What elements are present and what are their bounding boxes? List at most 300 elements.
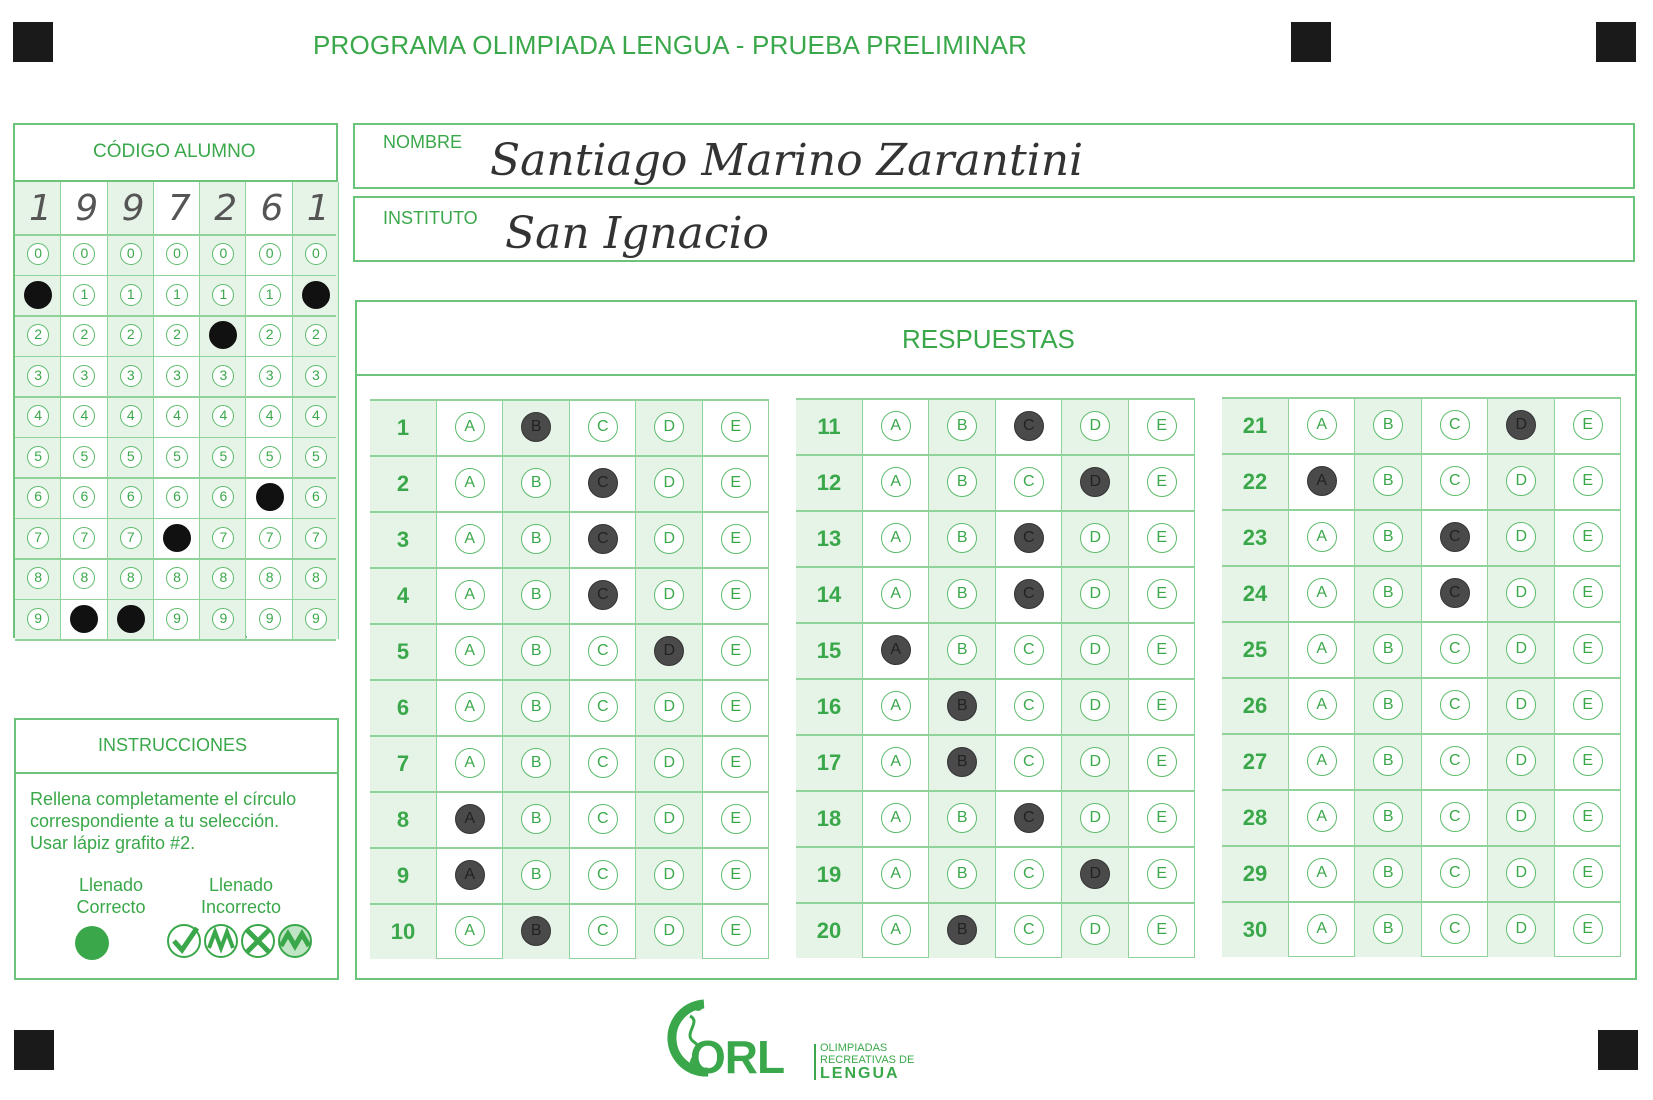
answer-bubble-d[interactable]: D [654, 804, 684, 834]
answer-bubble-c[interactable]: C [1014, 635, 1044, 665]
answer-bubble-c[interactable]: C [1440, 466, 1470, 496]
answer-bubble-b[interactable]: B [521, 636, 551, 666]
codigo-bubble[interactable]: 1 [24, 281, 52, 309]
codigo-bubble[interactable]: 7 [212, 527, 234, 549]
answer-bubble-e[interactable]: E [1147, 411, 1177, 441]
answer-bubble-d[interactable]: D [1080, 803, 1110, 833]
answer-bubble-a[interactable]: A [881, 915, 911, 945]
logo-text-line-3: LENGUA [820, 1065, 900, 1082]
question-number: 23 [1242, 525, 1268, 550]
answer-row-line [1222, 677, 1621, 679]
question-number: 4 [396, 583, 410, 608]
answer-row-line [796, 622, 1195, 624]
codigo-bubble[interactable]: 1 [120, 284, 142, 306]
answer-bubble-a[interactable]: A [1307, 802, 1337, 832]
answer-row-line [370, 679, 769, 681]
answer-row-line [1222, 397, 1621, 399]
answer-bubble-b[interactable]: B [521, 916, 551, 946]
codigo-bubble[interactable]: 1 [259, 284, 281, 306]
answer-bubble-e[interactable]: E [1573, 466, 1603, 496]
codigo-bubble[interactable]: 4 [120, 405, 142, 427]
codigo-row-line [15, 558, 336, 560]
answer-bubble-b[interactable]: B [1373, 466, 1403, 496]
orl-logo-letters: ORL [690, 1031, 785, 1083]
answer-bubble-e[interactable]: E [721, 748, 751, 778]
question-number: 5 [396, 639, 410, 664]
answer-bubble-e[interactable]: E [1147, 747, 1177, 777]
answer-bubble-c[interactable]: C [1014, 523, 1044, 553]
answer-bubble-b[interactable]: B [521, 692, 551, 722]
answer-row-line [370, 735, 769, 737]
answer-bubble-e[interactable]: E [1147, 915, 1177, 945]
answer-bubble-a[interactable]: A [881, 747, 911, 777]
codigo-bubble[interactable]: 6 [166, 486, 188, 508]
answer-bubble-d[interactable]: D [1080, 859, 1110, 889]
answer-row-line [1222, 453, 1621, 455]
llenado-incorrecto-caption: Llenado Incorrecto [200, 875, 282, 917]
codigo-bubble[interactable]: 6 [212, 486, 234, 508]
answer-bubble-d[interactable]: D [1506, 746, 1536, 776]
answer-bubble-d[interactable]: D [654, 636, 684, 666]
answer-row-line [370, 623, 769, 625]
answer-bubble-a[interactable]: A [1307, 578, 1337, 608]
codigo-row-line [15, 477, 336, 479]
codigo-bubble[interactable]: 3 [305, 365, 327, 387]
answer-bubble-a[interactable]: A [1307, 914, 1337, 944]
codigo-bubble[interactable]: 8 [305, 567, 327, 589]
codigo-bubble[interactable]: 0 [305, 243, 327, 265]
codigo-bubble[interactable]: 6 [27, 486, 49, 508]
instituto-value: San Ignacio [505, 208, 770, 259]
answer-bubble-b[interactable]: B [947, 915, 977, 945]
answer-bubble-d[interactable]: D [1506, 858, 1536, 888]
answer-bubble-a[interactable]: A [455, 692, 485, 722]
codigo-bubble[interactable]: 5 [166, 446, 188, 468]
answer-row-line [370, 847, 769, 849]
codigo-bubble[interactable]: 0 [27, 243, 49, 265]
answer-bubble-d[interactable]: D [1506, 466, 1536, 496]
answer-bubble-e[interactable]: E [1147, 803, 1177, 833]
answer-bubble-e[interactable]: E [721, 580, 751, 610]
codigo-bubble[interactable]: 7 [120, 527, 142, 549]
answer-bubble-c[interactable]: C [1440, 522, 1470, 552]
answer-bubble-a[interactable]: A [1307, 410, 1337, 440]
codigo-bubble[interactable]: 8 [120, 567, 142, 589]
answer-bubble-c[interactable]: C [1440, 746, 1470, 776]
answer-bubble-b[interactable]: B [521, 748, 551, 778]
codigo-bubble[interactable]: 3 [259, 365, 281, 387]
answer-bubble-c[interactable]: C [1440, 634, 1470, 664]
answer-bubble-e[interactable]: E [721, 468, 751, 498]
answer-bubble-d[interactable]: D [1506, 690, 1536, 720]
codigo-bubble[interactable]: 2 [166, 324, 188, 346]
answer-bubble-e[interactable]: E [1573, 914, 1603, 944]
codigo-bubble[interactable]: 0 [73, 243, 95, 265]
codigo-bubble[interactable]: 8 [212, 567, 234, 589]
codigo-digit: 1 [29, 188, 52, 229]
answer-bubble-d[interactable]: D [654, 748, 684, 778]
answer-bubble-e[interactable]: E [721, 860, 751, 890]
codigo-bubble[interactable]: 0 [120, 243, 142, 265]
instrucciones-line: correspondiente a tu selección. [30, 811, 280, 831]
answer-bubble-a[interactable]: A [1307, 690, 1337, 720]
answer-bubble-c[interactable]: C [1440, 578, 1470, 608]
question-number: 19 [816, 862, 842, 887]
answer-bubble-d[interactable]: D [654, 580, 684, 610]
answer-bubble-d[interactable]: D [654, 524, 684, 554]
answer-bubble-e[interactable]: E [1573, 746, 1603, 776]
codigo-bubble[interactable]: 2 [259, 324, 281, 346]
answer-bubble-a[interactable]: A [1307, 634, 1337, 664]
codigo-bubble[interactable]: 5 [120, 446, 142, 468]
answer-bubble-d[interactable]: D [1080, 579, 1110, 609]
codigo-bubble[interactable]: 7 [259, 527, 281, 549]
answer-bubble-c[interactable]: C [588, 524, 618, 554]
answer-bubble-e[interactable]: E [1573, 522, 1603, 552]
answer-bubble-a[interactable]: A [1307, 466, 1337, 496]
answer-row-line [796, 678, 1195, 680]
answer-bubble-a[interactable]: A [881, 579, 911, 609]
codigo-bubble[interactable]: 5 [212, 446, 234, 468]
answer-row-line [796, 902, 1195, 904]
codigo-bubble[interactable]: 4 [305, 405, 327, 427]
answer-bubble-a[interactable]: A [881, 691, 911, 721]
answer-bubble-b[interactable]: B [1373, 914, 1403, 944]
orl-logo-text [820, 1042, 914, 1082]
answer-bubble-c[interactable]: C [1440, 858, 1470, 888]
answer-bubble-c[interactable]: C [1014, 747, 1044, 777]
answer-bubble-d[interactable]: D [1080, 411, 1110, 441]
codigo-bubble[interactable]: 4 [259, 405, 281, 427]
answer-row-line [1222, 509, 1621, 511]
answer-bubble-c[interactable]: C [588, 804, 618, 834]
answer-bubble-e[interactable]: E [1147, 691, 1177, 721]
answer-bubble-b[interactable]: B [1373, 578, 1403, 608]
answer-bubble-d[interactable]: D [654, 468, 684, 498]
codigo-bubble[interactable]: 8 [166, 567, 188, 589]
question-number: 18 [816, 806, 842, 831]
codigo-row-line [15, 315, 336, 317]
answer-row-line [1222, 901, 1621, 903]
answer-bubble-d[interactable]: D [654, 916, 684, 946]
llenado-incorrecto-examples-icon [165, 922, 325, 962]
codigo-bubble[interactable]: 5 [27, 446, 49, 468]
answer-bubble-b[interactable]: B [521, 412, 551, 442]
answer-row-line [796, 510, 1195, 512]
instituto-label: INSTITUTO [383, 208, 478, 228]
answer-bubble-b[interactable]: B [947, 747, 977, 777]
answer-bubble-a[interactable]: A [455, 524, 485, 554]
page-title: PROGRAMA OLIMPIADA LENGUA - PRUEBA PRELIMINAR [313, 30, 1028, 60]
answer-bubble-c[interactable]: C [1014, 803, 1044, 833]
answer-row-line [796, 846, 1195, 848]
codigo-bubble[interactable]: 7 [163, 524, 191, 552]
codigo-bubble[interactable]: 9 [166, 608, 188, 630]
answer-bubble-a[interactable]: A [455, 636, 485, 666]
answer-bubble-c[interactable]: C [1014, 579, 1044, 609]
answer-row-line [796, 454, 1195, 456]
codigo-bubble[interactable]: 0 [259, 243, 281, 265]
answer-bubble-a[interactable]: A [455, 468, 485, 498]
instituto-field[interactable] [353, 196, 1635, 262]
answer-bubble-a[interactable]: A [881, 635, 911, 665]
codigo-bubble[interactable]: 6 [120, 486, 142, 508]
question-number: 14 [816, 582, 842, 607]
codigo-row-line [15, 518, 336, 520]
answer-row-line [1222, 565, 1621, 567]
answer-bubble-e[interactable]: E [721, 524, 751, 554]
question-number: 17 [816, 750, 842, 775]
answer-bubble-d[interactable]: D [1506, 914, 1536, 944]
answer-row-line [796, 790, 1195, 792]
question-number: 12 [816, 470, 842, 495]
answer-bubble-d[interactable]: D [654, 412, 684, 442]
answer-bubble-d[interactable]: D [1506, 410, 1536, 440]
codigo-bubble[interactable]: 8 [73, 567, 95, 589]
registration-marker-bottom-left [14, 1030, 54, 1070]
codigo-bubble[interactable]: 9 [70, 605, 98, 633]
question-number: 7 [396, 751, 410, 776]
codigo-bubble[interactable]: 4 [212, 405, 234, 427]
registration-marker-top-left [13, 22, 53, 62]
logo-text-line-2: RECREATIVAS DE [820, 1054, 915, 1066]
codigo-bubble[interactable]: 3 [73, 365, 95, 387]
answer-bubble-a[interactable]: A [1307, 522, 1337, 552]
answer-bubble-a[interactable]: A [881, 411, 911, 441]
answer-bubble-c[interactable]: C [588, 916, 618, 946]
answer-bubble-c[interactable]: C [1440, 802, 1470, 832]
answer-bubble-b[interactable]: B [947, 803, 977, 833]
answer-bubble-a[interactable]: A [1307, 746, 1337, 776]
instrucciones-line: Rellena completamente el círculo [30, 789, 297, 809]
codigo-bubble[interactable]: 3 [166, 365, 188, 387]
codigo-bubble[interactable]: 9 [117, 605, 145, 633]
codigo-bubble[interactable]: 6 [256, 483, 284, 511]
answer-bubble-b[interactable]: B [521, 580, 551, 610]
codigo-alumno-label: CÓDIGO ALUMNO [93, 141, 256, 162]
answer-bubble-d[interactable]: D [1080, 691, 1110, 721]
answer-bubble-e[interactable]: E [721, 804, 751, 834]
codigo-bubble[interactable]: 7 [305, 527, 327, 549]
answer-bubble-e[interactable]: E [1147, 859, 1177, 889]
answer-bubble-e[interactable]: E [721, 636, 751, 666]
answer-bubble-c[interactable]: C [588, 748, 618, 778]
answer-bubble-a[interactable]: A [881, 859, 911, 889]
answer-bubble-c[interactable]: C [1014, 915, 1044, 945]
answer-row-line [370, 455, 769, 457]
answer-bubble-c[interactable]: C [588, 860, 618, 890]
codigo-bubble[interactable]: 9 [27, 608, 49, 630]
codigo-bubble[interactable]: 7 [73, 527, 95, 549]
answer-bubble-d[interactable]: D [1080, 915, 1110, 945]
answer-bubble-b[interactable]: B [947, 691, 977, 721]
codigo-bubble[interactable]: 9 [305, 608, 327, 630]
codigo-digit: 9 [75, 188, 99, 229]
answer-bubble-b[interactable]: B [1373, 634, 1403, 664]
codigo-bubble[interactable]: 9 [212, 608, 234, 630]
answer-bubble-e[interactable]: E [1573, 858, 1603, 888]
codigo-bubble[interactable]: 5 [305, 446, 327, 468]
codigo-bubble[interactable]: 1 [302, 281, 330, 309]
question-number: 6 [396, 695, 410, 720]
nombre-value: Santiago Marino Zarantini [490, 135, 1084, 186]
answer-bubble-c[interactable]: C [1440, 410, 1470, 440]
answer-bubble-b[interactable]: B [1373, 746, 1403, 776]
answer-bubble-a[interactable]: A [455, 916, 485, 946]
answer-bubble-e[interactable]: E [721, 916, 751, 946]
codigo-bubble[interactable]: 3 [120, 365, 142, 387]
codigo-bubble[interactable]: 8 [27, 567, 49, 589]
instrucciones-label: INSTRUCCIONES [98, 735, 248, 755]
answer-bubble-c[interactable]: C [1014, 691, 1044, 721]
codigo-bubble[interactable]: 1 [166, 284, 188, 306]
codigo-bubble[interactable]: 4 [73, 405, 95, 427]
codigo-bubble[interactable]: 5 [73, 446, 95, 468]
answer-bubble-b[interactable]: B [947, 635, 977, 665]
codigo-bubble[interactable]: 2 [27, 324, 49, 346]
answer-bubble-d[interactable]: D [1506, 522, 1536, 552]
codigo-bubble[interactable]: 6 [305, 486, 327, 508]
answer-bubble-e[interactable]: E [721, 412, 751, 442]
answer-bubble-c[interactable]: C [1440, 690, 1470, 720]
codigo-row-line [15, 599, 336, 601]
answer-bubble-a[interactable]: A [881, 467, 911, 497]
question-number: 8 [396, 807, 410, 832]
answer-bubble-d[interactable]: D [1506, 802, 1536, 832]
codigo-bubble[interactable]: 9 [259, 608, 281, 630]
answer-bubble-c[interactable]: C [588, 468, 618, 498]
answer-bubble-e[interactable]: E [1147, 523, 1177, 553]
question-number: 20 [816, 918, 842, 943]
answer-bubble-d[interactable]: D [1080, 747, 1110, 777]
answer-bubble-d[interactable]: D [1506, 634, 1536, 664]
codigo-bubble[interactable]: 6 [73, 486, 95, 508]
question-number: 22 [1242, 469, 1268, 494]
answer-bubble-d[interactable]: D [654, 692, 684, 722]
answer-bubble-c[interactable]: C [588, 412, 618, 442]
answer-bubble-a[interactable]: A [455, 580, 485, 610]
registration-marker-bottom-right [1598, 1030, 1638, 1070]
codigo-bubble[interactable]: 8 [259, 567, 281, 589]
answer-row-line [796, 734, 1195, 736]
codigo-bubble[interactable]: 2 [209, 321, 237, 349]
answer-row-line [1222, 621, 1621, 623]
codigo-bubble[interactable]: 0 [166, 243, 188, 265]
question-number: 27 [1242, 749, 1268, 774]
codigo-row-line [15, 356, 336, 358]
codigo-digit: 6 [260, 188, 284, 229]
answer-bubble-b[interactable]: B [1373, 522, 1403, 552]
answer-bubble-a[interactable]: A [455, 860, 485, 890]
codigo-bubble[interactable]: 0 [212, 243, 234, 265]
answer-bubble-e[interactable]: E [1147, 635, 1177, 665]
answer-bubble-e[interactable]: E [1573, 578, 1603, 608]
answer-bubble-b[interactable]: B [947, 523, 977, 553]
codigo-bubble[interactable]: 1 [212, 284, 234, 306]
codigo-bubble[interactable]: 2 [120, 324, 142, 346]
instrucciones-line: Usar lápiz grafito #2. [30, 833, 196, 853]
answer-bubble-b[interactable]: B [521, 860, 551, 890]
answer-bubble-b[interactable]: B [1373, 858, 1403, 888]
answer-bubble-d[interactable]: D [1506, 578, 1536, 608]
answer-bubble-b[interactable]: B [947, 411, 977, 441]
answer-bubble-a[interactable]: A [455, 748, 485, 778]
question-number: 28 [1242, 805, 1268, 830]
codigo-bubble[interactable]: 7 [27, 527, 49, 549]
answer-bubble-d[interactable]: D [1080, 523, 1110, 553]
answer-row-line [796, 566, 1195, 568]
codigo-bubble[interactable]: 4 [27, 405, 49, 427]
instrucciones-text [30, 788, 350, 854]
answer-bubble-b[interactable]: B [521, 468, 551, 498]
answer-bubble-b[interactable]: B [1373, 410, 1403, 440]
answer-bubble-a[interactable]: A [455, 804, 485, 834]
answer-bubble-e[interactable]: E [1147, 467, 1177, 497]
codigo-digit: 2 [214, 188, 238, 229]
answer-bubble-e[interactable]: E [1147, 579, 1177, 609]
answer-bubble-c[interactable]: C [588, 692, 618, 722]
codigo-row-line [15, 437, 336, 439]
answer-bubble-c[interactable]: C [1440, 914, 1470, 944]
answer-bubble-c[interactable]: C [588, 580, 618, 610]
answer-bubble-b[interactable]: B [947, 859, 977, 889]
question-number: 16 [816, 694, 842, 719]
answer-bubble-a[interactable]: A [881, 523, 911, 553]
answer-bubble-c[interactable]: C [1014, 859, 1044, 889]
codigo-bubble[interactable]: 1 [73, 284, 95, 306]
question-number: 3 [396, 527, 410, 552]
answer-bubble-b[interactable]: B [1373, 802, 1403, 832]
answer-row-line [370, 567, 769, 569]
nombre-field[interactable] [353, 123, 1635, 189]
answer-bubble-e[interactable]: E [721, 692, 751, 722]
answer-bubble-e[interactable]: E [1573, 634, 1603, 664]
codigo-bubble[interactable]: 5 [259, 446, 281, 468]
question-number: 26 [1242, 693, 1268, 718]
llenado-correcto-caption: Llenado Correcto [76, 875, 146, 917]
answer-bubble-c[interactable]: C [1014, 467, 1044, 497]
codigo-bubble[interactable]: 3 [212, 365, 234, 387]
answer-bubble-a[interactable]: A [455, 412, 485, 442]
answer-bubble-b[interactable]: B [1373, 690, 1403, 720]
question-number: 21 [1242, 413, 1268, 438]
answer-bubble-b[interactable]: B [947, 579, 977, 609]
answer-row-line [1222, 845, 1621, 847]
answer-bubble-d[interactable]: D [1080, 635, 1110, 665]
answer-bubble-e[interactable]: E [1573, 802, 1603, 832]
answer-row-line [370, 903, 769, 905]
answer-bubble-d[interactable]: D [1080, 467, 1110, 497]
answer-bubble-b[interactable]: B [521, 804, 551, 834]
answer-bubble-c[interactable]: C [588, 636, 618, 666]
answer-bubble-b[interactable]: B [521, 524, 551, 554]
answer-bubble-d[interactable]: D [654, 860, 684, 890]
codigo-bubble[interactable]: 3 [27, 365, 49, 387]
codigo-bubble[interactable]: 2 [305, 324, 327, 346]
answer-bubble-a[interactable]: A [1307, 858, 1337, 888]
answer-bubble-c[interactable]: C [1014, 411, 1044, 441]
codigo-bubble[interactable]: 4 [166, 405, 188, 427]
codigo-alumno-panel [13, 123, 338, 638]
codigo-bubble[interactable]: 2 [73, 324, 95, 346]
logo-divider [814, 1044, 816, 1080]
logo-text-line-1: OLIMPIADAS [820, 1042, 888, 1054]
answer-bubble-e[interactable]: E [1573, 690, 1603, 720]
answer-row-line [370, 511, 769, 513]
answer-bubble-a[interactable]: A [881, 803, 911, 833]
answer-bubble-b[interactable]: B [947, 467, 977, 497]
answer-bubble-e[interactable]: E [1573, 410, 1603, 440]
